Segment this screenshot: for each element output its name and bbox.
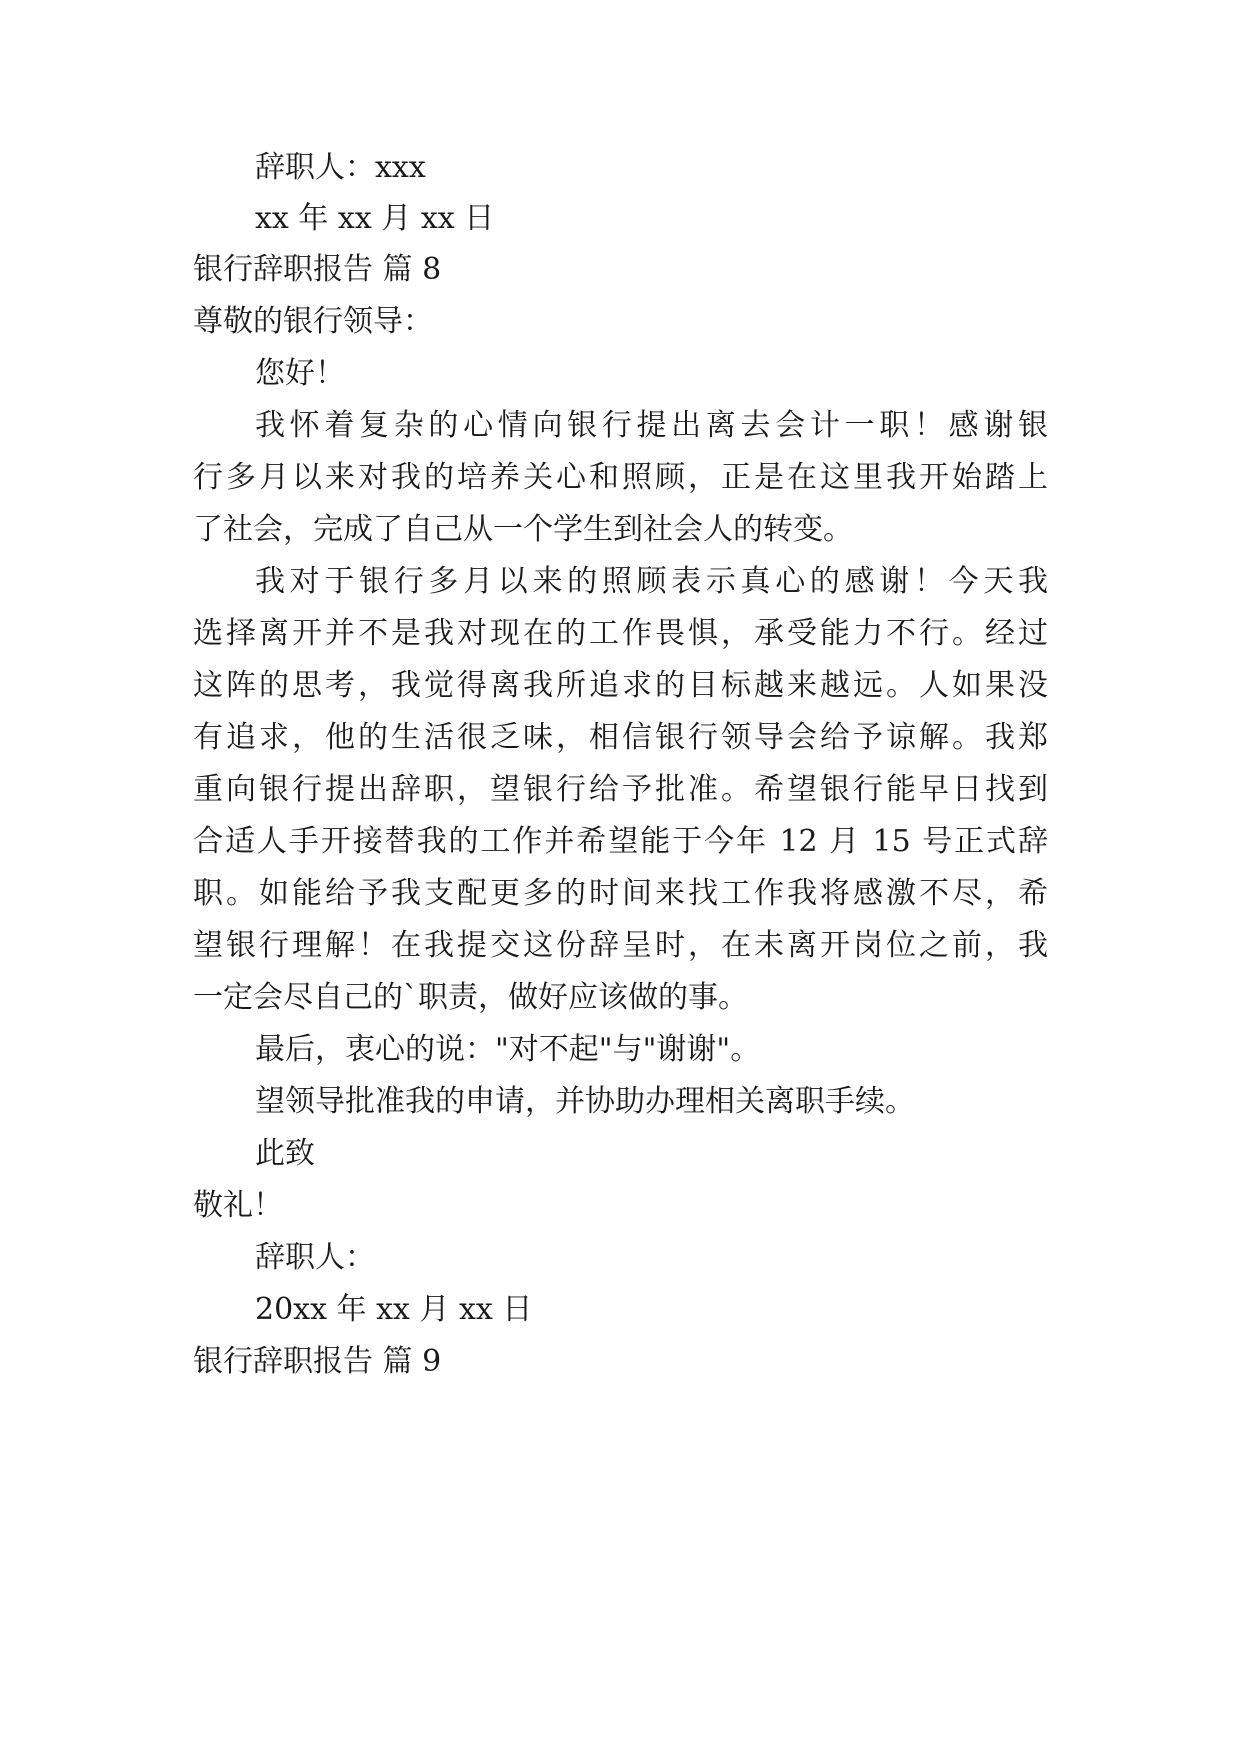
paragraph-2-line-9: 一定会尽自己的`职责，做好应该做的事。 <box>193 980 748 1015</box>
paragraph-1-line-1: 我怀着复杂的心情向银行提出离去会计一职！感谢银 <box>255 408 1048 443</box>
paragraph-2-line-8: 望银行理解！在我提交这份辞呈时，在未离开岗位之前，我 <box>193 928 1048 963</box>
paragraph-2-line-3: 这阵的思考，我觉得离我所追求的目标越来越远。人如果没 <box>193 668 1048 703</box>
paragraph-1-line-2: 行多月以来对我的培养关心和照顾，正是在这里我开始踏上 <box>193 460 1048 495</box>
paragraph-2-line-4: 有追求，他的生活很乏味，相信银行领导会给予谅解。我郑 <box>193 720 1048 755</box>
top-date-line: xx 年 xx 月 xx 日 <box>255 201 495 236</box>
closing-line-1: 此致 <box>255 1136 315 1171</box>
top-signer-line: 辞职人：xxx <box>255 150 426 185</box>
paragraph-1-line-3: 了社会，完成了自己从一个学生到社会人的转变。 <box>193 512 853 547</box>
paragraph-2-line-1: 我对于银行多月以来的照顾表示真心的感谢！今天我 <box>255 564 1048 599</box>
closing-line-2: 敬礼！ <box>193 1188 283 1223</box>
paragraph-2-line-2: 选择离开并不是我对现在的工作畏惧，承受能力不行。经过 <box>193 616 1048 651</box>
salutation: 尊敬的银行领导： <box>193 304 433 339</box>
date-line: 20xx 年 xx 月 xx 日 <box>255 1292 533 1327</box>
signer-line: 辞职人： <box>255 1240 375 1275</box>
section-8-heading: 银行辞职报告 篇 8 <box>193 252 442 287</box>
paragraph-4: 望领导批准我的申请，并协助办理相关离职手续。 <box>255 1084 915 1119</box>
paragraph-2-line-5: 重向银行提出辞职，望银行给予批准。希望银行能早日找到 <box>193 772 1048 807</box>
greeting: 您好！ <box>255 356 345 391</box>
paragraph-3: 最后，衷心的说："对不起"与"谢谢"。 <box>255 1032 761 1067</box>
paragraph-2-line-6: 合适人手开接替我的工作并希望能于今年 12 月 15 号正式辞 <box>193 824 1048 859</box>
section-9-heading: 银行辞职报告 篇 9 <box>193 1344 442 1379</box>
paragraph-2-line-7: 职。如能给予我支配更多的时间来找工作我将感激不尽，希 <box>193 876 1048 911</box>
